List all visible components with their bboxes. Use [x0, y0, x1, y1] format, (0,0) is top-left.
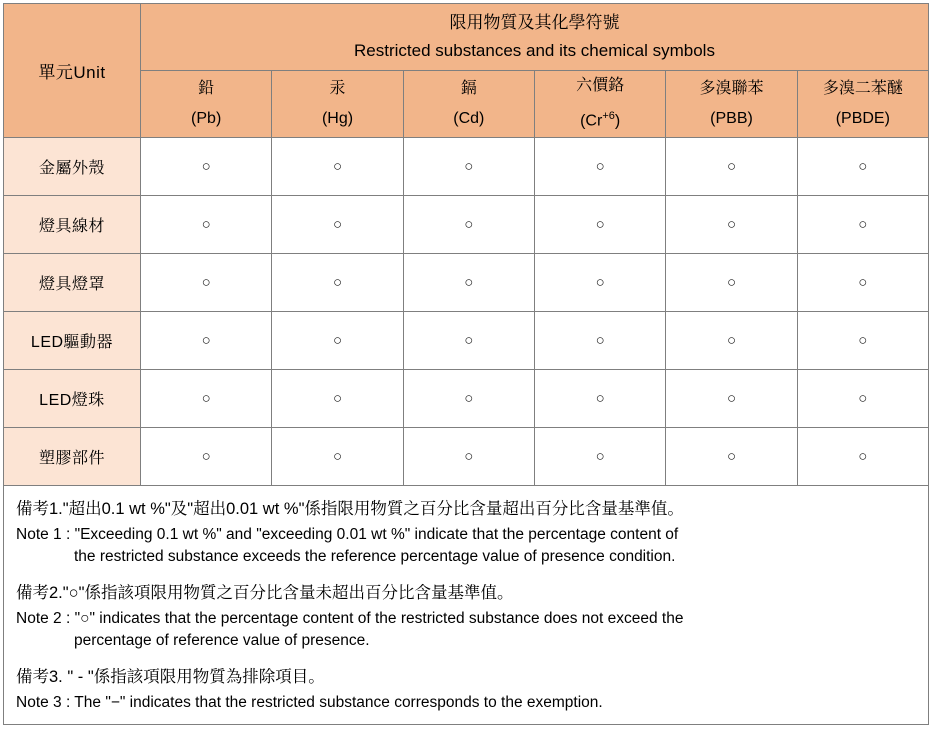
- substance-cn-pbde: 多溴二苯醚: [822, 80, 903, 97]
- restricted-substances-table: [3, 3, 929, 486]
- table-row: [4, 370, 929, 428]
- row-label-metal-housing: 金屬外殼: [4, 138, 141, 196]
- substance-header-pb: [141, 71, 272, 138]
- note-3: [16, 664, 916, 714]
- row-label-plastic-parts: 塑膠部件: [4, 428, 141, 486]
- note-3-en-line1: Note 3 : The "−" indicates that the restricted substance corresponds to the exemption.: [16, 694, 603, 711]
- substance-en-pbb: (PBB): [710, 110, 753, 127]
- cell-value: ○: [534, 370, 665, 428]
- table-row: [4, 254, 929, 312]
- substance-en-pb: (Pb): [191, 110, 222, 127]
- cell-value: ○: [403, 428, 534, 486]
- note-2-en-line1: Note 2 : "○" indicates that the percentage content of the restricted substance does not exceed the: [16, 610, 684, 627]
- cell-value: ○: [403, 254, 534, 312]
- note-2: [16, 580, 916, 652]
- cell-value: ○: [272, 312, 403, 370]
- substance-header-cd: [403, 71, 534, 138]
- cell-value: ○: [534, 312, 665, 370]
- substance-cn-cr6: 六價鉻: [576, 77, 625, 95]
- table-header-row-substances: [4, 71, 929, 138]
- substance-header-cr6: [534, 71, 665, 138]
- note-3-cn: 備考3. " - "係指該項限用物質為排除項目。: [16, 668, 325, 686]
- substance-header-pbde: [797, 71, 928, 138]
- cell-value: ○: [666, 370, 797, 428]
- cell-value: ○: [534, 428, 665, 486]
- substance-header-pbb: [666, 71, 797, 138]
- note-3-en: [16, 692, 916, 714]
- main-header-cell: [141, 4, 929, 71]
- substance-cn-pbb: 多溴聯苯: [699, 80, 764, 97]
- row-label-led-driver: LED驅動器: [4, 312, 141, 370]
- cell-value: ○: [141, 254, 272, 312]
- cell-value: ○: [403, 196, 534, 254]
- substance-en-cd: (Cd): [453, 110, 485, 127]
- note-1-en-line2: the restricted substance exceeds the reference percentage value of presence condition.: [74, 548, 676, 565]
- cell-value: ○: [403, 312, 534, 370]
- note-2-cn: 備考2."○"係指該項限用物質之百分比含量未超出百分比含量基準值。: [16, 584, 514, 602]
- row-label-lamp-shade: 燈具燈罩: [4, 254, 141, 312]
- cell-value: ○: [797, 428, 928, 486]
- table-row: [4, 428, 929, 486]
- cell-value: ○: [534, 196, 665, 254]
- substance-en-cr6: $(Cr^{+6})$: [580, 110, 621, 130]
- row-label-led-bead: LED燈珠: [4, 370, 141, 428]
- cell-value: ○: [666, 312, 797, 370]
- cell-value: ○: [141, 196, 272, 254]
- substance-en-hg: (Hg): [321, 110, 354, 127]
- substance-cn-hg: 汞: [329, 80, 346, 97]
- cell-value: ○: [141, 370, 272, 428]
- main-header-cn: 限用物質及其化學符號: [449, 13, 620, 32]
- substance-en-pbde: (PBDE): [835, 110, 890, 127]
- unit-header-cell: [4, 4, 141, 138]
- main-header-en: Restricted substances and its chemical symbols: [354, 41, 715, 60]
- cell-value: ○: [797, 196, 928, 254]
- table-row: [4, 196, 929, 254]
- substance-cn-cd: 鎘: [460, 80, 477, 97]
- cell-value: ○: [141, 138, 272, 196]
- rohs-declaration-sheet: [0, 3, 931, 756]
- cell-value: ○: [797, 370, 928, 428]
- cell-value: ○: [403, 370, 534, 428]
- cell-value: ○: [272, 196, 403, 254]
- cell-value: ○: [141, 312, 272, 370]
- table-header-row-main: [4, 4, 929, 71]
- cell-value: ○: [272, 370, 403, 428]
- table-row: [4, 312, 929, 370]
- cell-value: ○: [797, 312, 928, 370]
- row-label-lamp-wire: 燈具線材: [4, 196, 141, 254]
- cell-value: ○: [666, 196, 797, 254]
- cell-value: ○: [797, 138, 928, 196]
- cell-value: ○: [666, 254, 797, 312]
- note-1: [16, 496, 916, 568]
- note-2-en: [16, 608, 916, 652]
- table-row: [4, 138, 929, 196]
- cell-value: ○: [141, 428, 272, 486]
- note-1-cn: 備考1."超出0.1 wt %"及"超出0.01 wt %"係指限用物質之百分比含量超出百分比含量基準值。: [16, 500, 684, 518]
- substance-header-hg: [272, 71, 403, 138]
- cell-value: ○: [403, 138, 534, 196]
- cell-value: ○: [272, 138, 403, 196]
- cell-value: ○: [666, 138, 797, 196]
- cell-value: ○: [534, 138, 665, 196]
- cell-value: ○: [272, 428, 403, 486]
- notes-section: [3, 486, 929, 725]
- cell-value: ○: [797, 254, 928, 312]
- cell-value: ○: [666, 428, 797, 486]
- substance-sup-cr6: +6: [602, 110, 615, 123]
- substance-cn-pb: 鉛: [198, 80, 215, 97]
- unit-header-label: 單元Unit: [38, 63, 106, 82]
- note-1-en: [16, 524, 916, 568]
- cell-value: ○: [534, 254, 665, 312]
- note-1-en-line1: Note 1 : "Exceeding 0.1 wt %" and "exceeding 0.01 wt %" indicate that the percentage content of: [16, 526, 679, 543]
- note-2-en-line2: percentage of reference value of presence.: [74, 632, 370, 649]
- cell-value: ○: [272, 254, 403, 312]
